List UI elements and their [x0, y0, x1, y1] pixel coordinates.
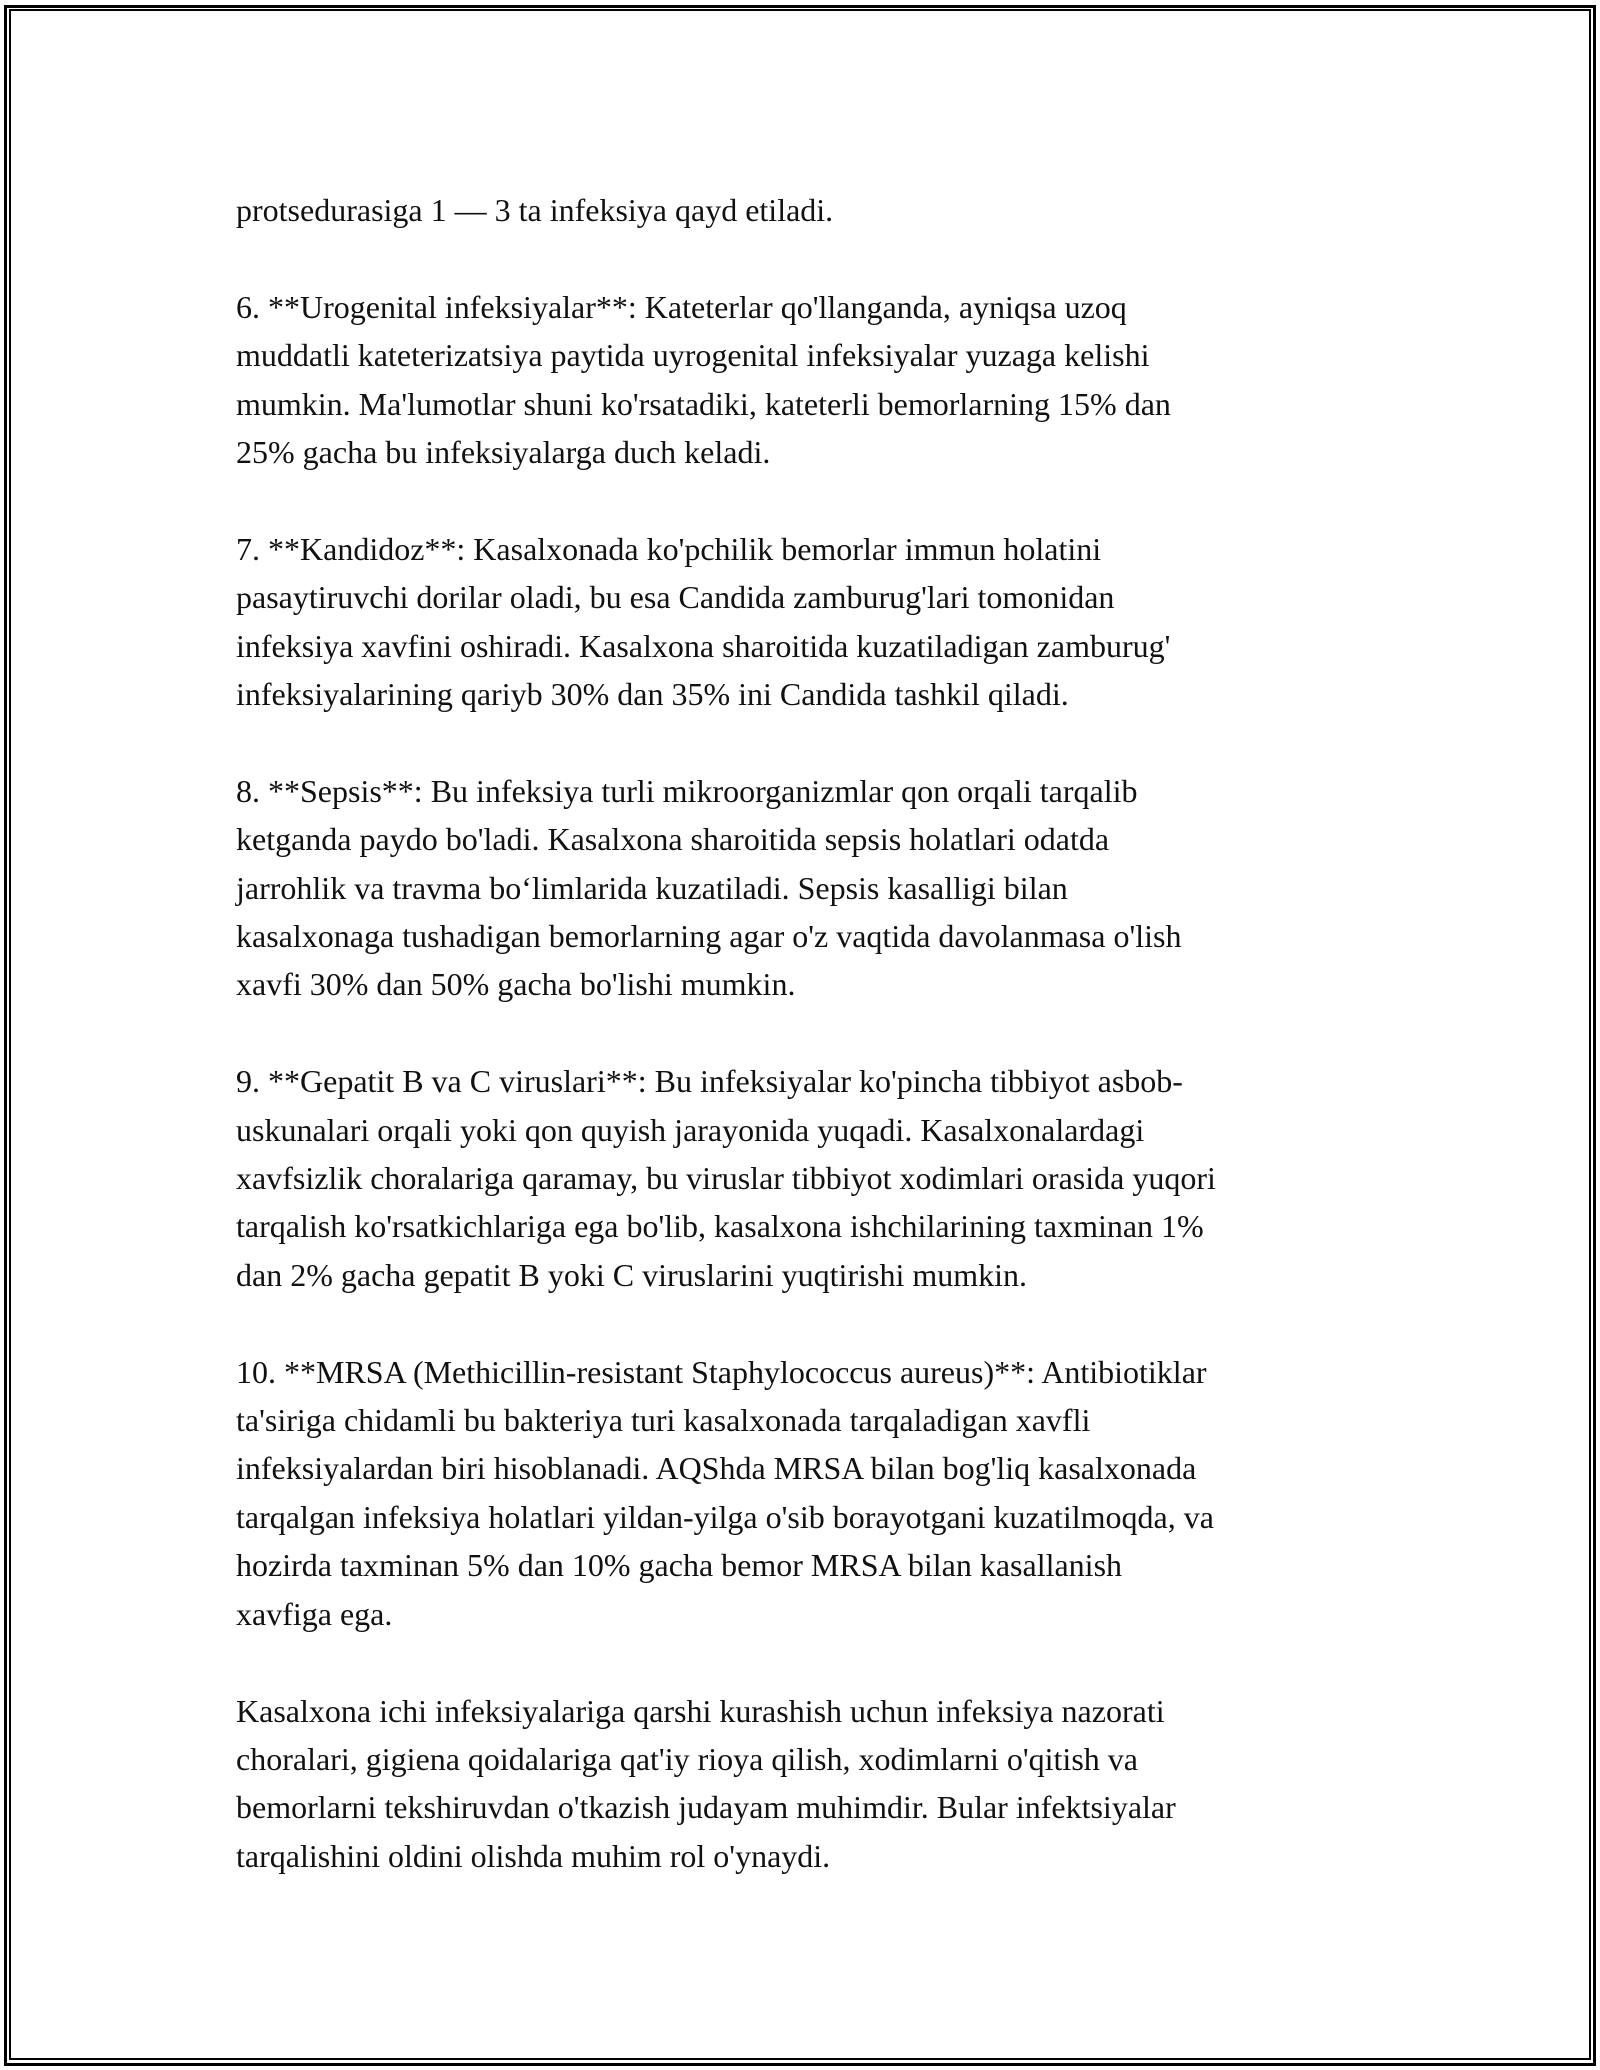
paragraph-intro-tail [236, 186, 1366, 234]
text-line: choralari, gigiena qoidalariga qat'iy rioya qilish, xodimlarni o'qitish va [236, 1740, 1138, 1777]
paragraph-sepsis [236, 767, 1366, 1009]
text-line: hozirda taxminan 5% dan 10% gacha bemor MRSA bilan kasallanish [236, 1547, 1123, 1584]
text-line: tarqalishini oldini olishda muhim rol o'ynaydi. [236, 1837, 831, 1874]
paragraph-kandidoz [236, 525, 1366, 719]
paragraph-conclusion [236, 1687, 1366, 1881]
text-line: xavfi 30% dan 50% gacha bo'lishi mumkin. [236, 966, 796, 1003]
paragraph-urogenital [236, 283, 1366, 477]
document-body [236, 186, 1366, 1929]
text-line: Kasalxona ichi infeksiyalariga qarshi kurashish uchun infeksiya nazorati [236, 1692, 1165, 1729]
text-line: ketganda paydo bo'ladi. Kasalxona sharoitida sepsis holatlari odatda [236, 821, 1110, 858]
text-line: muddatli kateterizatsiya paytida uyrogenital infeksiyalar yuzaga kelishi [236, 337, 1150, 374]
text-line: protsedurasiga 1 — 3 ta infeksiya qayd etiladi. [236, 192, 834, 228]
text-line: jarrohlik va travma bo‘limlarida kuzatiladi. Sepsis kasalligi bilan [236, 869, 1068, 906]
text-line: kasalxonaga tushadigan bemorlarning agar o'z vaqtida davolanmasa o'lish [236, 918, 1182, 955]
text-line: ta'siriga chidamli bu bakteriya turi kasalxonada tarqaladigan xavfli [236, 1402, 1091, 1439]
text-line: mumkin. Ma'lumotlar shuni ko'rsatadiki, kateterli bemorlarning 15% dan [236, 385, 1171, 422]
text-line: 10. **MRSA (Methicillin-resistant Staphylococcus aureus)**: Antibiotiklar [236, 1353, 1207, 1390]
text-line: 7. **Kandidoz**: Kasalxonada ko'pchilik bemorlar immun holatini [236, 530, 1102, 567]
paragraph-gepatit [236, 1057, 1366, 1299]
text-line: infeksiyalardan biri hisoblanadi. AQShda MRSA bilan bog'liq kasalxonada [236, 1450, 1197, 1487]
text-line: infeksiyalarining qariyb 30% dan 35% ini Candida tashkil qiladi. [236, 676, 1069, 713]
text-line: xavfiga ega. [236, 1595, 393, 1632]
text-line: bemorlarni tekshiruvdan o'tkazish judayam muhimdir. Bular infektsiyalar [236, 1789, 1176, 1826]
text-line: pasaytiruvchi dorilar oladi, bu esa Candida zamburug'lari tomonidan [236, 579, 1115, 616]
text-line: dan 2% gacha gepatit B yoki C viruslarini yuqtirishi mumkin. [236, 1256, 1027, 1293]
paragraph-mrsa [236, 1348, 1366, 1638]
text-line: 8. **Sepsis**: Bu infeksiya turli mikroorganizmlar qon orqali tarqalib [236, 772, 1138, 809]
text-line: 9. **Gepatit B va C viruslari**: Bu infeksiyalar ko'pincha tibbiyot asbob- [236, 1063, 1183, 1100]
text-line: 6. **Urogenital infeksiyalar**: Kateterlar qo'llanganda, ayniqsa uzoq [236, 288, 1127, 325]
text-line: 25% gacha bu infeksiyalarga duch keladi. [236, 434, 771, 471]
text-line: tarqalgan infeksiya holatlari yildan-yilga o'sib borayotgani kuzatilmoqda, va [236, 1498, 1214, 1535]
text-line: tarqalish ko'rsatkichlariga ega bo'lib, kasalxona ishchilarining taxminan 1% [236, 1208, 1204, 1245]
text-line: xavfsizlik choralariga qaramay, bu viruslar tibbiyot xodimlari orasida yuqori [236, 1160, 1216, 1197]
text-line: infeksiya xavfini oshiradi. Kasalxona sharoitida kuzatiladigan zamburug' [236, 627, 1171, 664]
text-line: uskunalari orqali yoki qon quyish jarayonida yuqadi. Kasalxonalardagi [236, 1111, 1145, 1148]
